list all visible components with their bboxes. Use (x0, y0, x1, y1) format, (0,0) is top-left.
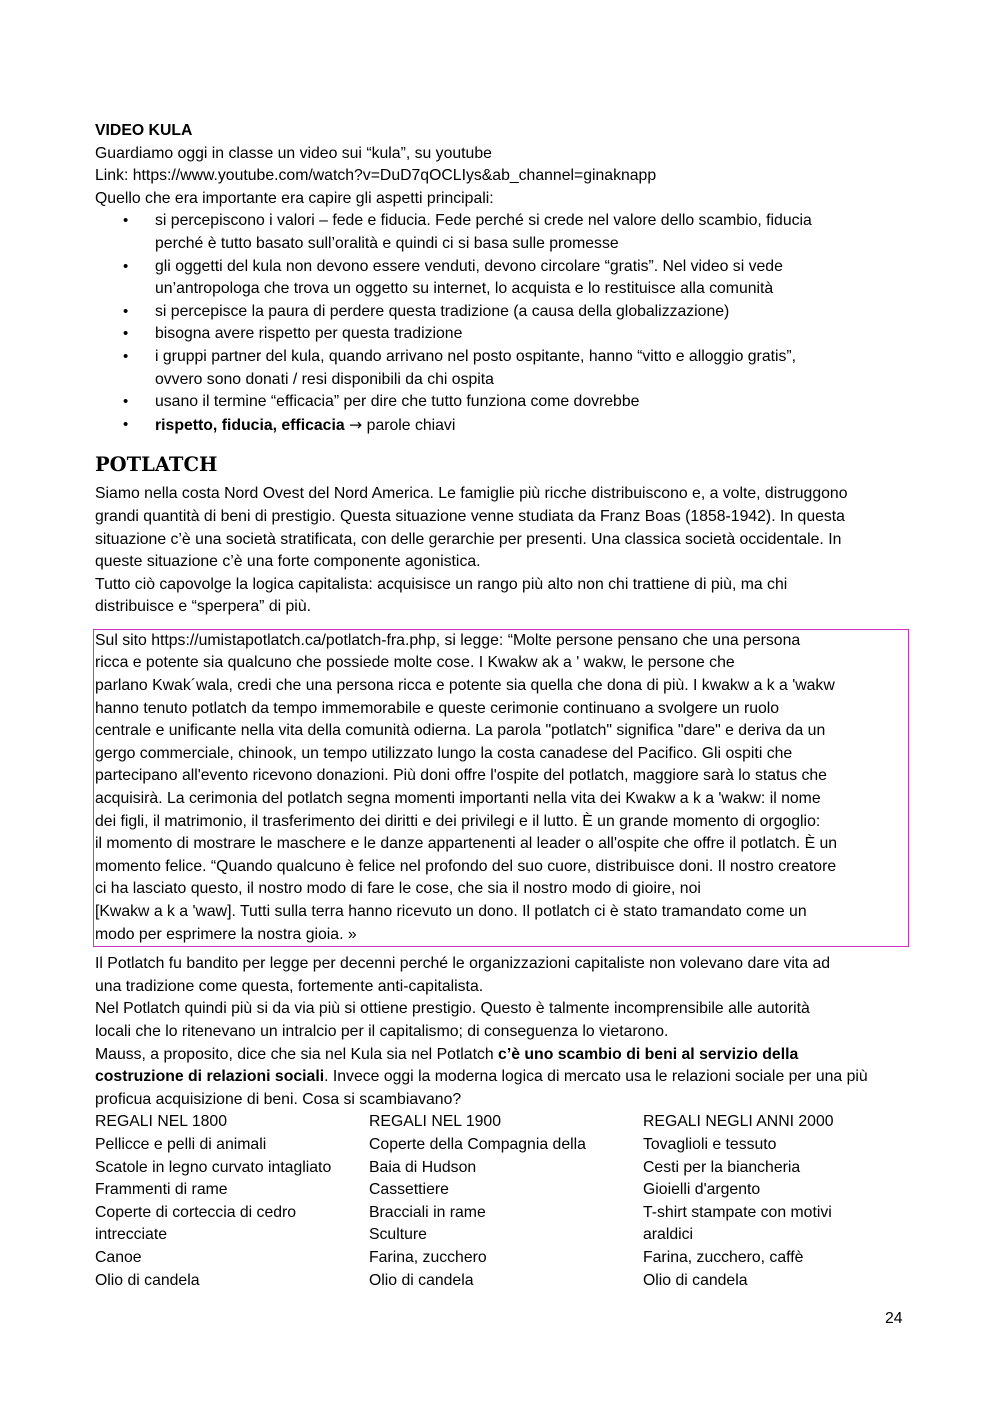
gift-item: Farina, zucchero (369, 1248, 487, 1266)
bullet-text: si percepiscono i valori – fede e fiducia. Fede perché si crede nel valore dello scambio, fiducia (155, 212, 812, 230)
gift-item: T-shirt stampate con motivi (643, 1203, 832, 1221)
bullet-text: un’antropologa che trova un oggetto su internet, lo acquista e lo restituisce alla comunità (155, 280, 774, 298)
gifts-column-header: REGALI NEL 1800 (95, 1113, 228, 1131)
quote-line: parlano Kwak´wala, credi che una persona ricca e potente sia quella che dona di più. I kwakw a k a 'wakw (95, 677, 835, 695)
potlatch-intro-line: queste situazione c’è una forte componente agonistica. (95, 553, 481, 571)
bullet-icon: • (123, 347, 129, 365)
mauss-bold: c’è uno scambio di beni al servizio della (498, 1045, 799, 1063)
quote-line: modo per esprimere la nostra gioia. » (95, 925, 357, 943)
bullet-icon: • (123, 415, 129, 433)
document-page (95, 120, 907, 1292)
potlatch-body-line: Il Potlatch fu bandito per legge per decenni perché le organizzazioni capitaliste non volevano dare vita ad (95, 955, 831, 973)
gift-item: Bracciali in rame (369, 1203, 486, 1221)
gift-item: Olio di candela (643, 1271, 748, 1289)
bullet-item (95, 256, 907, 301)
mauss-line (95, 1066, 907, 1089)
potlatch-intro-line: situazione c’è una società stratificata, con delle gerarchie per presenti. Una classica società occidentale. In (95, 530, 842, 548)
gift-item: Olio di candela (369, 1271, 474, 1289)
gifts-column-1800 (95, 1111, 369, 1292)
page-number: 24 (885, 1310, 903, 1327)
kula-link-line: Link: https://www.youtube.com/watch?v=DuD7qOCLIys&ab_channel=ginaknapp (95, 167, 657, 185)
bullet-text: usano il termine “efficacia” per dire che tutto funziona come dovrebbe (155, 393, 640, 411)
gift-item: Canoe (95, 1248, 142, 1266)
potlatch-heading: POTLATCH (95, 453, 218, 477)
bullet-item (95, 301, 907, 324)
mauss-text: Mauss, a proposito, dice che sia nel Kula sia nel Potlatch (95, 1045, 499, 1063)
gifts-column-header: REGALI NEGLI ANNI 2000 (643, 1113, 834, 1131)
quote-line: momento felice. “Quando qualcuno è felice nel profondo del suo cuore, distribuisce doni. Il nostro creatore (95, 857, 837, 875)
gift-item: Farina, zucchero, caffè (643, 1248, 804, 1266)
gifts-column-1900 (369, 1111, 643, 1292)
quote-line: partecipano all'evento ricevono donazioni. Più doni offre l'ospite del potlatch, maggiore sarà lo status che (95, 767, 827, 785)
bullet-text (155, 414, 907, 438)
mauss-line (95, 1044, 907, 1067)
quote-line: [Kwakw a k a 'waw]. Tutti sulla terra hanno ricevuto un dono. Il potlatch ci è stato tramandato come un (95, 903, 807, 920)
gift-item: Olio di candela (95, 1271, 200, 1289)
bullet-icon: • (123, 212, 129, 230)
bullet-suffix: parole chiavi (362, 416, 456, 434)
bullet-text: si percepisce la paura di perdere questa tradizione (a causa della globalizzazione) (155, 302, 730, 320)
quote-line: centrale e unificante nella vita della comunità odierna. La parola "potlatch" significa "dare" e deriva da un (95, 722, 826, 740)
bullet-item (95, 346, 907, 391)
potlatch-intro-line: distribuisce e “sperpera” di più. (95, 598, 311, 616)
kula-intro-line: Guardiamo oggi in classe un video sui “kula”, su youtube (95, 144, 492, 162)
quote-line: ricca e potente sia qualcuno che possiede molte cose. I Kwakw ak a ' wakw, le persone che (95, 654, 735, 672)
gift-item: Scatole in legno curvato intagliato (95, 1158, 332, 1176)
bullet-icon: • (123, 325, 129, 343)
potlatch-body-line: locali che lo ritenevano un intralcio per il capitalismo; di conseguenza lo vietarono. (95, 1022, 669, 1040)
gift-item: Cesti per la biancheria (643, 1158, 801, 1176)
bullet-text: gli oggetti del kula non devono essere venduti, devono circolare “gratis”. Nel video si vede (155, 257, 783, 275)
bullet-text: perché è tutto basato sull’oralità e quindi ci si basa sulle promesse (155, 234, 619, 252)
quote-box (93, 629, 909, 947)
gift-item: Coperte di corteccia di cedro (95, 1203, 297, 1221)
bullet-icon: • (123, 257, 129, 275)
bullet-item (95, 323, 907, 346)
bullet-icon: • (123, 302, 129, 320)
arrow-right-icon: → (349, 414, 363, 434)
mauss-text: . Invece oggi la moderna logica di mercato usa le relazioni sociale per una più (324, 1068, 868, 1086)
bullet-item (95, 210, 907, 255)
video-kula-title: VIDEO KULA (95, 122, 193, 139)
quote-line: hanno tenuto potlatch da tempo immemorabile e queste cerimonie continuano a svolgere un ruolo (95, 699, 780, 717)
bullet-item (95, 414, 907, 438)
gift-item: Baia di Hudson (369, 1158, 477, 1176)
mauss-bold: costruzione di relazioni sociali (95, 1068, 325, 1086)
bullet-text: i gruppi partner del kula, quando arrivano nel posto ospitante, hanno “vitto e alloggio gratis”, (155, 347, 797, 365)
gift-item: Cassettiere (369, 1181, 449, 1199)
gifts-column-header: REGALI NEL 1900 (369, 1113, 502, 1131)
potlatch-intro-line: grandi quantità di beni di prestigio. Questa situazione venne studiata da Franz Boas (1858-1942). In questa (95, 507, 845, 525)
gift-item: intrecciate (95, 1226, 167, 1244)
gift-item: Frammenti di rame (95, 1181, 228, 1199)
bullet-text: bisogna avere rispetto per questa tradizione (155, 325, 463, 343)
gift-item: Gioielli d'argento (643, 1181, 761, 1199)
quote-line: ci ha lasciato questo, il nostro modo di fare le cose, che sia il nostro modo di gioire, noi (95, 880, 701, 898)
gift-item: araldici (643, 1226, 694, 1244)
gift-item: Tovaglioli e tessuto (643, 1135, 777, 1153)
potlatch-intro-line: Siamo nella costa Nord Ovest del Nord America. Le famiglie più ricche distribuiscono e, a volte, distruggono (95, 485, 848, 503)
bullet-item (95, 391, 907, 414)
bullet-icon: • (123, 393, 129, 411)
potlatch-body-line: una tradizione come questa, fortemente anti-capitalista. (95, 977, 484, 995)
keywords-bold: rispetto, fiducia, efficacia (155, 416, 345, 434)
quote-line: il momento di mostrare le maschere e le danze appartenenti al leader o all'ospite che offre il potlatch. È un (95, 835, 838, 853)
bullet-text: ovvero sono donati / resi disponibili da chi ospita (155, 370, 494, 388)
quote-line: dei figli, il matrimonio, il trasferimento dei diritti e dei privilegi e il lutto. È un grande momento di orgoglio: (95, 812, 821, 830)
quote-line: Sul sito https://umistapotlatch.ca/potlatch-fra.php, si legge: “Molte persone pensano che una persona (95, 631, 801, 649)
potlatch-intro-line: Tutto ciò capovolge la logica capitalista: acquisisce un rango più alto non chi trattiene di più, ma chi (95, 575, 788, 593)
potlatch-body-line: Nel Potlatch quindi più si da via più si ottiene prestigio. Questo è talmente incomprensibile alle autorità (95, 1000, 810, 1018)
quote-line: acquisirà. La cerimonia del potlatch segna momenti importanti nella vita dei Kwakw a k a 'wakw: il nome (95, 790, 821, 808)
kula-intro-line: Quello che era importante era capire gli aspetti principali: (95, 189, 494, 207)
gift-item: Pellicce e pelli di animali (95, 1135, 267, 1153)
gifts-table (95, 1111, 907, 1292)
kula-bullet-list (95, 210, 907, 437)
gifts-column-2000 (643, 1111, 907, 1292)
mauss-line: proficua acquisizione di beni. Cosa si scambiavano? (95, 1090, 462, 1108)
gift-item: Coperte della Compagnia della (369, 1135, 586, 1153)
gift-item: Sculture (369, 1226, 427, 1244)
quote-line: gergo commerciale, chinook, un tempo utilizzato lungo la costa canadese del Pacifico. Gli ospiti che (95, 744, 793, 762)
